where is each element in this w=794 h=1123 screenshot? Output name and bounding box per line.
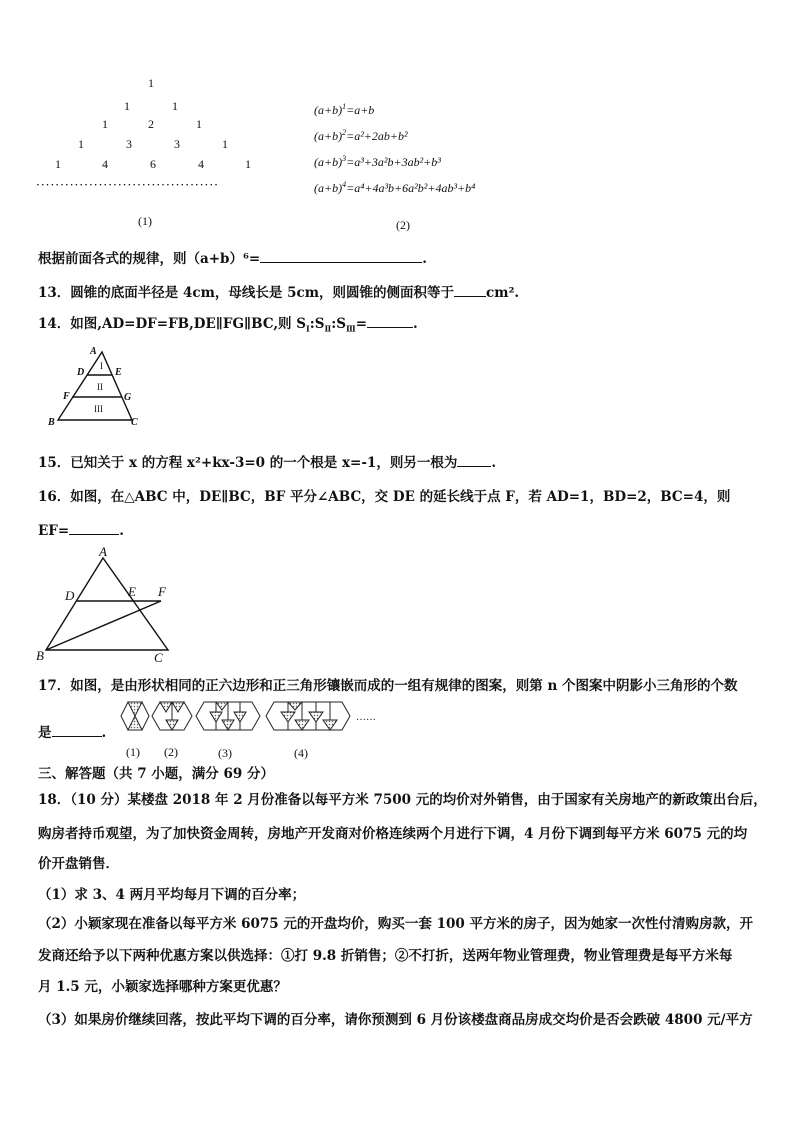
- pascal-number: 3: [126, 137, 132, 151]
- answer-blank[interactable]: [52, 722, 102, 737]
- pascal-number: 1: [196, 117, 202, 131]
- label-A: A: [90, 346, 97, 357]
- question-15: 15．已知关于 x 的方程 x²+kx-3=0 的一个根是 x=-1，则另一根为 .: [38, 452, 496, 473]
- figure-caption-1: (1): [138, 214, 152, 228]
- question-18-part-3: （3）如果房价继续回落，按此平均下调的百分率，请你预测到 6 月份该楼盘商品房成交均价是否会跌破 4800 元/平方: [38, 1012, 753, 1028]
- question-16: 16．如图，在△ABC 中，DE∥BC，BF 平分∠ABC，交 DE 的延长线于点 F，若 AD=1，BD=2，BC=4，则: [38, 489, 731, 505]
- question-17-line-2: 是 .: [38, 722, 106, 743]
- pascal-number: 2: [148, 117, 154, 131]
- label-C: C: [154, 650, 163, 665]
- question-18-line-2: 购房者持币观望，为了加快资金周转，房地产开发商对价格连续两个月进行下调，4 月份下调到每平方米 6075 元的均: [38, 826, 748, 842]
- label-A: A: [99, 544, 107, 559]
- pascal-number: 1: [172, 99, 178, 113]
- figure-caption-2: (2): [396, 218, 410, 232]
- label-E: E: [128, 584, 136, 599]
- label-F: F: [158, 584, 166, 599]
- question-18-line-1: 18．（10 分）某楼盘 2018 年 2 月份准备以每平方米 7500 元的均价对外销售，由于国家有关房地产的新政策出台后，: [38, 792, 767, 808]
- pattern-3: [196, 702, 260, 730]
- answer-blank[interactable]: [454, 282, 486, 297]
- expansion-line-1: $(a+b)^1=a+b$: [314, 102, 375, 117]
- pascal-number: 4: [198, 157, 204, 171]
- pascal-number: 3: [174, 137, 180, 151]
- region-label-3: III: [94, 404, 103, 414]
- question-13: 13．圆锥的底面半径是 4cm，母线长是 5cm，则圆锥的侧面积等于 cm².: [38, 282, 519, 303]
- answer-blank[interactable]: [457, 452, 491, 467]
- expansion-line-4: $(a+b)^4=a^4+4a^3b+6a^2b^2+4ab^3+b^4$: [314, 180, 476, 195]
- question-12: 根据前面各式的规律，则（a+b）⁶= .: [38, 248, 427, 269]
- pascal-number: 1: [55, 157, 61, 171]
- pattern-2: [152, 702, 192, 730]
- label-E: E: [115, 367, 122, 378]
- pattern-caption-4: (4): [294, 746, 308, 760]
- question-18-part-1: （1）求 3、4 两月平均每月下调的百分率；: [38, 887, 306, 903]
- pascal-number: 1: [245, 157, 251, 171]
- label-B: B: [36, 648, 44, 663]
- question-18-part-2-line-3: 月 1.5 元，小颖家选择哪种方案更优惠？: [38, 979, 287, 995]
- pattern-caption-3: (3): [218, 746, 232, 760]
- label-D: D: [77, 367, 85, 378]
- question-14: 14．如图,AD=DF=FB,DE∥FG∥BC,则 $S_Ⅰ:S_Ⅱ:S_Ⅲ=$ .: [38, 313, 418, 339]
- pascal-number: 6: [150, 157, 156, 171]
- label-D: D: [65, 588, 75, 603]
- q17-tessellation-figure: [118, 696, 384, 740]
- question-17: 17．如图，是由形状相同的正六边形和正三角形镶嵌而成的一组有规律的图案，则第 n 个图案中阴影小三角形的个数: [38, 678, 738, 694]
- pascal-number: 1: [148, 76, 154, 90]
- question-16-line-2: EF= .: [38, 520, 124, 541]
- pattern-caption-1: (1): [126, 745, 140, 759]
- expansion-line-3: $(a+b)^3=a^3+3a^2b+3ab^2+b^3$: [314, 154, 441, 169]
- question-18-part-2-line-2: 发商还给予以下两种优惠方案以供选择：①打 9.8 折销售；②不打折，送两年物业管理费，物业管理费是每平方米每: [38, 948, 733, 964]
- region-label-2: II: [97, 382, 103, 392]
- pascal-continuation-dots: ······································: [36, 178, 219, 192]
- pattern-caption-2: (2): [164, 745, 178, 759]
- pascal-number: 1: [102, 117, 108, 131]
- continuation-dots: ……: [356, 712, 376, 723]
- question-18-part-2-line-1: （2）小颖家现在准备以每平方米 6075 元的开盘均价，购买一套 100 平方米的房子，因为她家一次性付清购房款，开: [38, 916, 753, 932]
- pascal-row-1: [148, 76, 154, 91]
- answer-blank[interactable]: [69, 520, 119, 535]
- expansion-line-2: $(a+b)^2=a^2+2ab+b^2$: [314, 128, 408, 143]
- q14-triangle-figure: [44, 344, 148, 430]
- pascal-number: 1: [222, 137, 228, 151]
- answer-blank[interactable]: [367, 313, 413, 328]
- label-B: B: [48, 417, 55, 428]
- q16-triangle-figure: [32, 544, 182, 666]
- pattern-4: [266, 702, 350, 730]
- answer-blank[interactable]: [260, 248, 422, 263]
- section-3-heading: 三、解答题（共 7 小题，满分 69 分）: [38, 766, 274, 782]
- pascal-number: 4: [102, 157, 108, 171]
- pascal-number: 1: [124, 99, 130, 113]
- question-18-line-3: 价开盘销售．: [38, 856, 119, 872]
- pattern-1: [121, 702, 149, 730]
- label-F: F: [63, 391, 70, 402]
- pascal-number: 1: [78, 137, 84, 151]
- label-C: C: [131, 417, 138, 428]
- label-G: G: [124, 392, 132, 403]
- region-label-1: I: [100, 361, 103, 371]
